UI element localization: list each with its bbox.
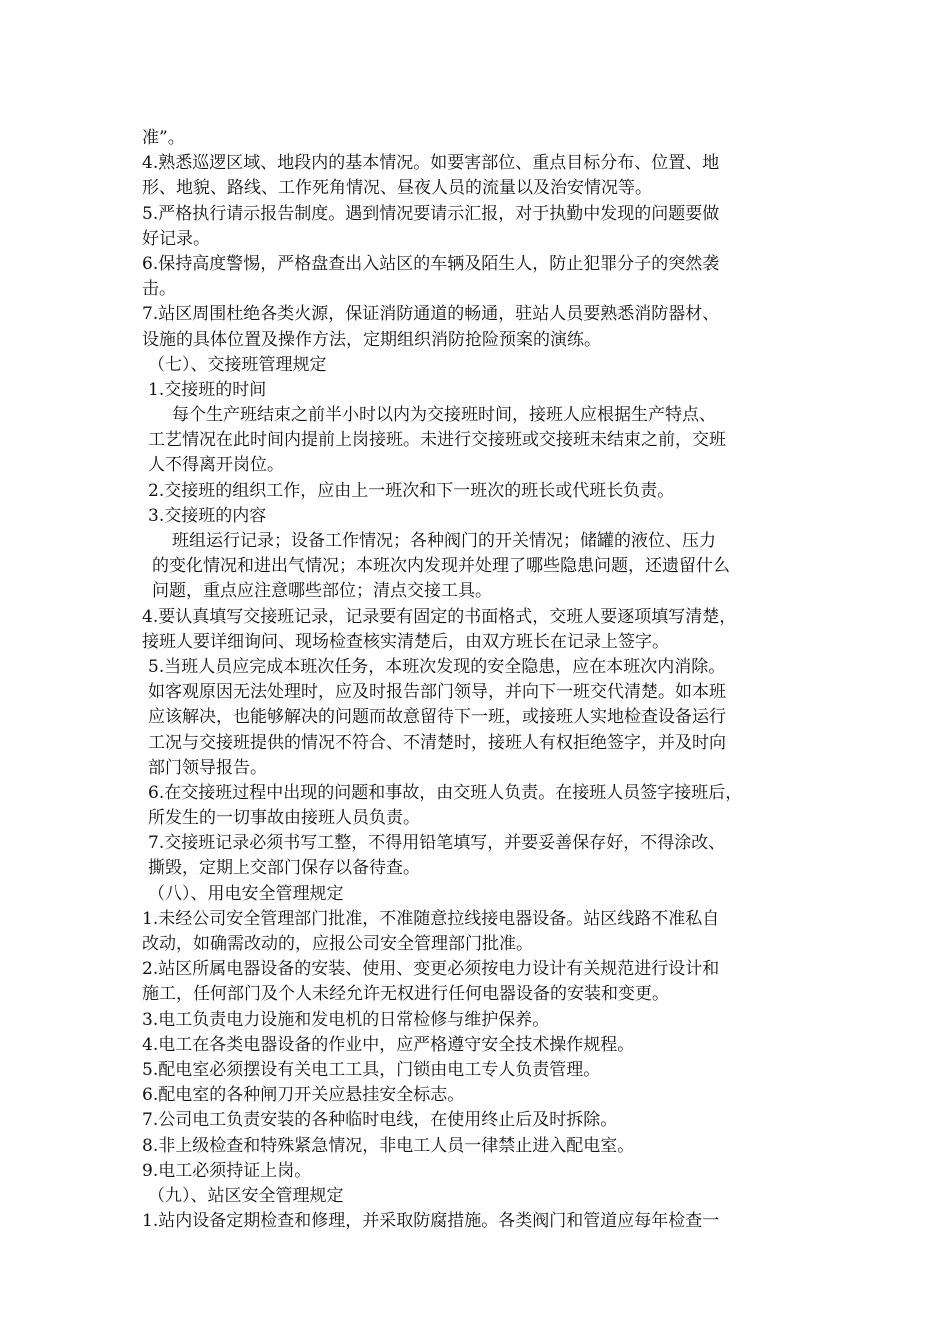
text-line: 接班人要详细询问、现场检查核实清楚后，由双方班长在记录上签字。: [142, 631, 669, 652]
text-line: 5.当班人员应完成本班次任务，本班次发现的安全隐患，应在本班次内消除。: [148, 656, 726, 677]
text-line: 部门领导报告。: [148, 757, 267, 778]
text-line: 人不得离开岗位。: [148, 455, 284, 476]
text-line: 设施的具体位置及操作方法，定期组织消防抢险预案的演练。: [142, 329, 601, 350]
text-line: 如客观原因无法处理时，应及时报告部门领导，并向下一班交代清楚。如本班: [148, 682, 726, 703]
text-line: 5.严格执行请示报告制度。遇到情况要请示汇报，对于执勤中发现的问题要做: [142, 203, 720, 224]
text-line: 所发生的一切事故由接班人员负责。: [148, 808, 420, 829]
text-line: 问题，重点应注意哪些部位；清点交接工具。: [152, 581, 492, 602]
text-line: 5.配电室必须摆设有关电工工具，门锁由电工专人负责管理。: [142, 1059, 601, 1080]
text-line: 好记录。: [142, 228, 210, 249]
document-body: [142, 126, 832, 1234]
text-line: 8.非上级检查和特殊紧急情况，非电工人员一律禁止进入配电室。: [142, 1135, 635, 1156]
text-line: 准”。: [142, 128, 185, 148]
text-line: 的变化情况和进出气情况；本班次内发现并处理了哪些隐患问题，还遗留什么: [152, 556, 730, 577]
text-line: 1.站内设备定期检查和修理，并采取防腐措施。各类阀门和管道应每年检查一: [142, 1211, 720, 1232]
text-line: 7.站区周围杜绝各类火源，保证消防通道的畅通，驻站人员要熟悉消防器材、: [142, 304, 720, 325]
text-line: 6.在交接班过程中出现的问题和事故，由交班人负责。在接班人员签字接班后，: [148, 782, 743, 803]
text-line: 1.交接班的时间: [148, 379, 267, 400]
text-line: （七）、交接班管理规定: [148, 354, 327, 375]
text-line: 6.配电室的各种闸刀开关应悬挂安全标志。: [142, 1085, 465, 1106]
text-line: 撕毁，定期上交部门保存以备待查。: [148, 858, 420, 879]
text-line: 7.交接班记录必须书写工整，不得用铅笔填写，并要妥善保存好，不得涂改、: [148, 833, 726, 854]
text-line: 9.电工必须持证上岗。: [142, 1160, 312, 1181]
text-line: 6.保持高度警惕，严格盘查出入站区的车辆及陌生人，防止犯罪分子的突然袭: [142, 253, 720, 274]
text-line: 班组运行记录；设备工作情况；各种阀门的开关情况；储罐的液位、压力: [172, 531, 716, 551]
text-line: 4.要认真填写交接班记录，记录要有固定的书面格式，交班人要逐项填写清楚，: [142, 606, 737, 627]
text-line: 4.熟悉巡逻区域、地段内的基本情况。如要害部位、重点目标分布、位置、地: [142, 153, 720, 174]
text-line: 4.电工在各类电器设备的作业中，应严格遵守安全技术操作规程。: [142, 1034, 635, 1055]
text-line: 每个生产班结束之前半小时以内为交接班时间，接班人应根据生产特点、: [172, 405, 716, 426]
text-line: 2.交接班的组织工作，应由上一班次和下一班次的班长或代班长负责。: [148, 480, 675, 501]
text-line: （八）、用电安全管理规定: [148, 883, 344, 904]
text-line: 1.未经公司安全管理部门批准，不准随意拉线接电器设备。站区线路不准私自: [142, 908, 720, 929]
text-line: 2.站区所属电器设备的安装、使用、变更必须按电力设计有关规范进行设计和: [142, 959, 720, 980]
text-line: 7.公司电工负责安装的各种临时电线，在使用终止后及时拆除。: [142, 1110, 618, 1131]
text-line: 工艺情况在此时间内提前上岗接班。未进行交接班或交接班未结束之前，交班: [148, 430, 726, 451]
text-line: 工况与交接班提供的情况不符合、不清楚时，接班人有权拒绝签字，并及时向: [148, 732, 726, 753]
text-line: 3.交接班的内容: [148, 505, 267, 526]
text-line: （九）、站区安全管理规定: [148, 1185, 344, 1206]
text-line: 击。: [142, 279, 176, 300]
text-line: 施工，任何部门及个人未经允许无权进行任何电器设备的安装和变更。: [142, 984, 669, 1005]
text-line: 形、地貌、路线、工作死角情况、昼夜人员的流量以及治安情况等。: [142, 178, 652, 199]
text-line: 应该解决，也能够解决的问题而故意留待下一班，或接班人实地检查设备运行: [148, 707, 726, 728]
text-line: 3.电工负责电力设施和发电机的日常检修与维护保养。: [142, 1009, 550, 1030]
text-line: 改动，如确需改动的，应报公司安全管理部门批准。: [142, 934, 533, 954]
